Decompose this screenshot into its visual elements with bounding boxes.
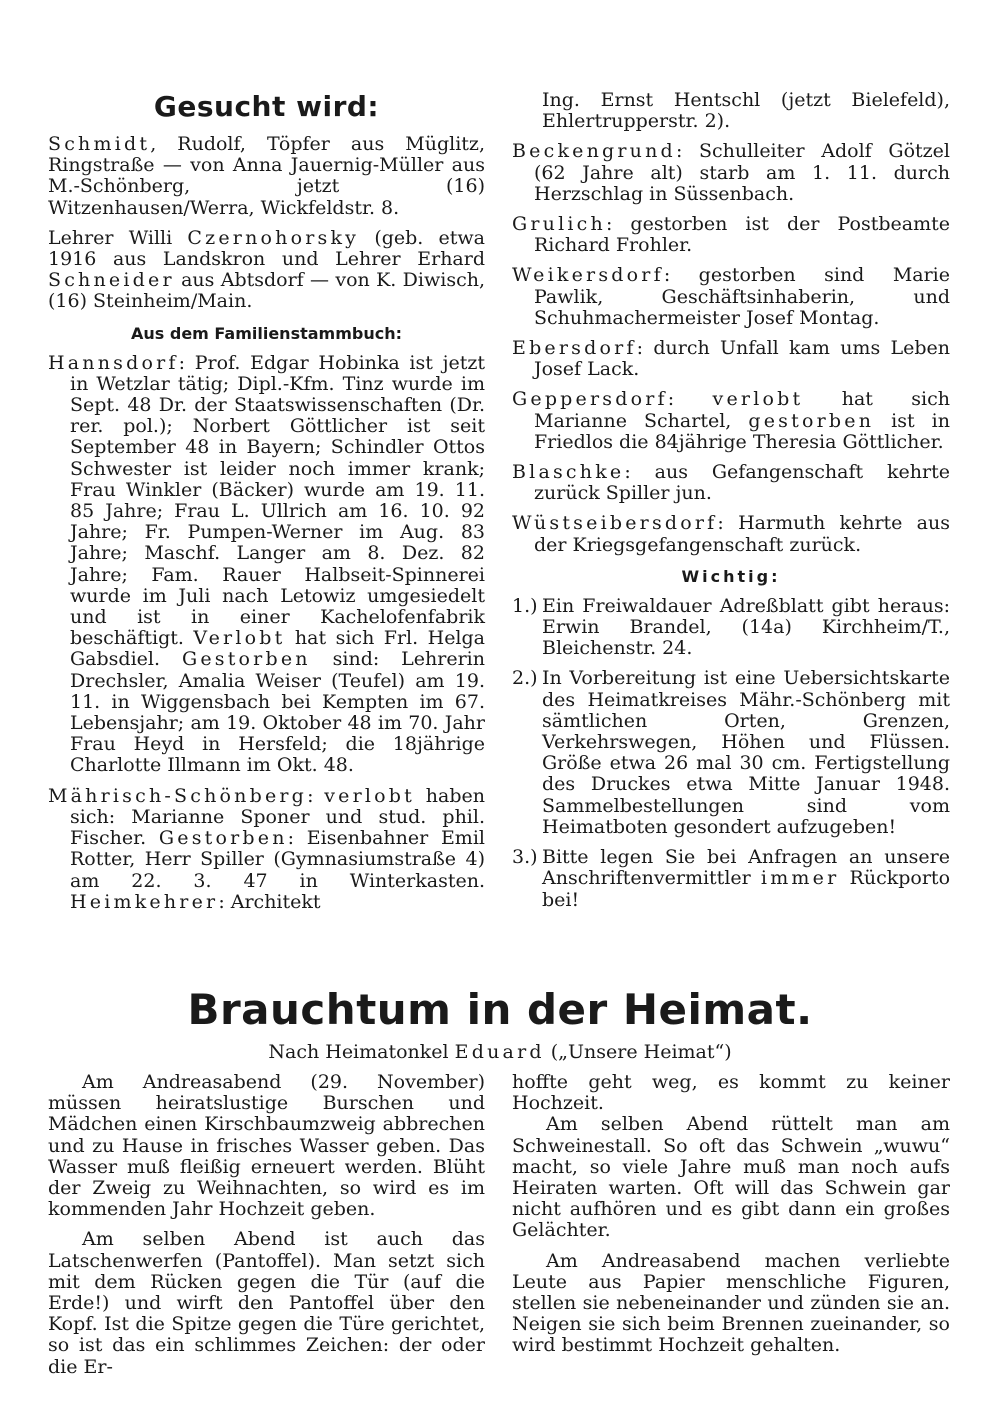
name-spaced: Schneider xyxy=(48,269,175,292)
news-text: : Harmuth kehrte aus der Kriegsgefangenschaft zurück. xyxy=(534,512,950,556)
keyword-spaced: Gestorben xyxy=(158,827,288,850)
article-paragraph: hoffte geht weg, es kommt zu keiner Hochzeit. xyxy=(512,1071,950,1115)
news-text: : Prof. Edgar Hobinka ist jetzt in Wetzlar tätig; Dipl.-Kfm. Tinz wurde im Sept. 48 Dr. der Staatswissenschaften (Dr. rer. pol.); Norbert Göttlicher ist seit September 48 in Bayern; Schindler Ottos Schwester ist leider noch immer krank; Frau Winkler (Bäcker) wurde am 19. 11. 85 Jahre; Frau L. Ullrich am 16. 10. 92 Jahre; Fr. Pumpen-Werner im Aug. 83 Jahre; Maschf. Langer am 8. Dez. 82 Jahre; Fam. Rauer Halbseit-Spinnerei wurde im Juli nach Letowiz umgesiedelt und ist in einer Kachelofenfabrik beschäftigt. xyxy=(70,351,485,650)
subheading-familienstammbuch: Aus dem Familienstammbuch: xyxy=(131,323,402,343)
news-text: hat sich Frl. Helga Gabsdiel. xyxy=(70,627,486,671)
keyword-spaced: gestorben xyxy=(748,409,875,432)
news-blaschke xyxy=(512,462,950,504)
item-text: Ein Freiwaldauer Adreßblatt gibt heraus: Erwin Brandel, (14a) Kirchheim/T., Bleichenstr. 24. xyxy=(542,594,950,660)
news-weikersdorf xyxy=(512,265,950,329)
article-paragraph: Am Andreasabend machen verliebte Leute aus Papier menschliche Figuren, stellen sie nebeneinander und zünden sie an. Neigen sie sich beim Brennen zueinander, so wird bestimmt Hochzeit gehalten. xyxy=(512,1249,950,1357)
news-text: : Architekt xyxy=(218,890,321,913)
news-text: : Eisenbahner Emil Rotter, Herr Spiller (Gymnasiumstraße 4) am 22. 3. 47 in Winterkasten. xyxy=(70,827,485,892)
item-text-part: Rückporto bei! xyxy=(542,867,951,911)
news-ebersdorf xyxy=(512,338,950,380)
news-wuestseibersdorf xyxy=(512,513,950,555)
item-text-part: Bitte legen Sie bei Anfragen an unsere Anschriftenvermittler xyxy=(542,846,950,890)
news-text: ist in Friedlos die 84jährige Theresia Göttlicher. xyxy=(534,409,950,453)
place-name: Weikersdorf xyxy=(512,264,664,287)
news-text: : aus Gefangenschaft kehrte zurück Spiller jun. xyxy=(534,461,950,505)
article-paragraph: Am selben Abend rüttelt man am Schweinestall. So oft das Schwein „wuwu“ macht, so viele Jahre muß man noch aufs Heiraten warten. Oft will das Schwein gar nicht aufhören und es gibt dann ein großes Gelächter. xyxy=(512,1113,950,1242)
notice-text: , Rudolf, Töpfer aus Müglitz, Ringstraße — von Anna Jauernig-Müller aus M.-Schönberg, jetzt (16) Witzenhausen/Werra, Wickfeldstr. 8. xyxy=(48,133,485,219)
subheading-wichtig: Wichtig: xyxy=(681,566,781,586)
place-name: Wüstseibersdorf xyxy=(512,512,718,535)
news-text: haben sich: Marianne Sponer und stud. phil. Fischer. xyxy=(70,784,485,850)
news-text: : gestorben ist der Postbeamte Richard Frohler. xyxy=(534,213,950,257)
item-number: 3.) xyxy=(512,846,538,869)
wanted-notice-czernohorsky xyxy=(48,228,485,313)
name-spaced: Czernohorsky xyxy=(187,226,360,249)
name-spaced: Schmidt xyxy=(48,133,151,155)
place-name: Hannsdorf xyxy=(48,351,179,374)
notice-item-3 xyxy=(512,847,950,911)
keyword-spaced: verlobt xyxy=(712,388,804,411)
item-text xyxy=(542,847,950,911)
notice-text: aus Abtsdorf — von K. Diwisch, (16) Steinheim/Main. xyxy=(48,269,485,313)
family-news-hannsdorf xyxy=(48,353,485,777)
keyword-spaced: immer xyxy=(760,867,840,890)
news-text: : gestorben sind Marie Pawlik, Geschäftsinhaberin, und Schuhmachermeister Josef Montag. xyxy=(534,264,950,329)
article-right-column xyxy=(512,1072,950,1357)
keyword-spaced: Gestorben xyxy=(181,648,311,671)
news-text: : Schulleiter Adolf Götzel (62 Jahre alt) starb am 1. 11. durch Herzschlag in Süssenbach. xyxy=(534,140,950,205)
keyword-spaced: verlobt xyxy=(324,784,416,807)
article-byline xyxy=(0,1040,1000,1064)
left-column-top xyxy=(48,90,485,913)
article-paragraph: Am Andreasabend (29. November) müssen heiratslustige Burschen und Mädchen einen Kirschbaumzweig abbrechen und zu Hause in frisches Wasser geben. Das Wasser muß fleißig erneuert werden. Blüht der Zweig zu Weihnachten, so wird es im kommenden Jahr Hochzeit geben. xyxy=(48,1071,485,1221)
news-geppersdorf xyxy=(512,389,950,453)
place-name: Geppersdorf xyxy=(512,388,668,411)
item-text: In Vorbereitung ist eine Uebersichtskarte des Heimatkreises Mähr.-Schönberg mit sämtlichen Orten, Grenzen, Verkehrswegen, Höhen und Flüssen. Größe etwa 26 mal 30 cm. Fertigstellung des Druckes etwa Mitte Januar 1948. Sammelbestellungen sind vom Heimatboten gesondert aufzugeben! xyxy=(542,667,950,838)
family-news-maehrisch-schoenberg xyxy=(48,786,485,913)
notice-item-2 xyxy=(512,668,950,838)
author-name: Eduard xyxy=(454,1041,545,1063)
keyword-spaced: Heimkehrer xyxy=(70,890,219,913)
news-text: : xyxy=(307,784,325,807)
news-beckengrund xyxy=(512,141,950,205)
article-left-column xyxy=(48,1072,485,1378)
news-text: : xyxy=(667,388,713,411)
notice-item-1 xyxy=(512,596,950,660)
wanted-notice-schmidt xyxy=(48,134,485,219)
news-text: hat sich Marianne Schartel, xyxy=(534,388,950,432)
article-title: Brauchtum in der Heimat. xyxy=(187,985,813,1034)
section-heading-gesucht: Gesucht wird: xyxy=(153,90,380,123)
right-column-top xyxy=(512,90,950,911)
place-name: Blaschke xyxy=(512,461,625,484)
item-number: 1.) xyxy=(512,594,538,617)
news-text: sind: Lehrerin Drechsler, Amalia Weiser (Teufel) am 19. 11. in Wiggensbach bei Kempten im 67. Lebensjahr; am 19. Oktober 48 im 70. Jahr Frau Heyd in Hersfeld; die 18jährige Charlotte Illmann im Okt. 48. xyxy=(70,648,485,777)
news-text: : durch Unfall kam ums Leben Josef Lack. xyxy=(534,337,950,381)
article-paragraph: Am selben Abend ist auch das Latschenwerfen (Pantoffel). Man setzt sich mit dem Rücken gegen die Tür (auf die Erde!) und wirft den Pantoffel über den Kopf. Ist die Spitze gegen die Türe gerichtet, so ist das ein schlimmes Zeichen: der oder die Er- xyxy=(48,1228,485,1378)
place-name: Grulich xyxy=(512,213,606,236)
news-grulich xyxy=(512,214,950,256)
item-number: 2.) xyxy=(512,667,538,690)
notice-text: Lehrer Willi xyxy=(48,226,188,249)
notice-text: (geb. etwa 1916 aus Landskron und Lehrer Erhard xyxy=(48,226,486,271)
place-name: Mährisch-Schönberg xyxy=(48,784,308,807)
place-name: Beckengrund xyxy=(512,140,676,163)
news-continuation: Ing. Ernst Hentschl (jetzt Bielefeld), Ehlertrupperstr. 2). xyxy=(542,89,950,133)
byline-text: („Unsere Heimat“) xyxy=(544,1041,732,1063)
place-name: Ebersdorf xyxy=(512,337,637,360)
byline-text: Nach Heimatonkel xyxy=(268,1041,455,1063)
keyword-spaced: Verlobt xyxy=(193,627,286,650)
